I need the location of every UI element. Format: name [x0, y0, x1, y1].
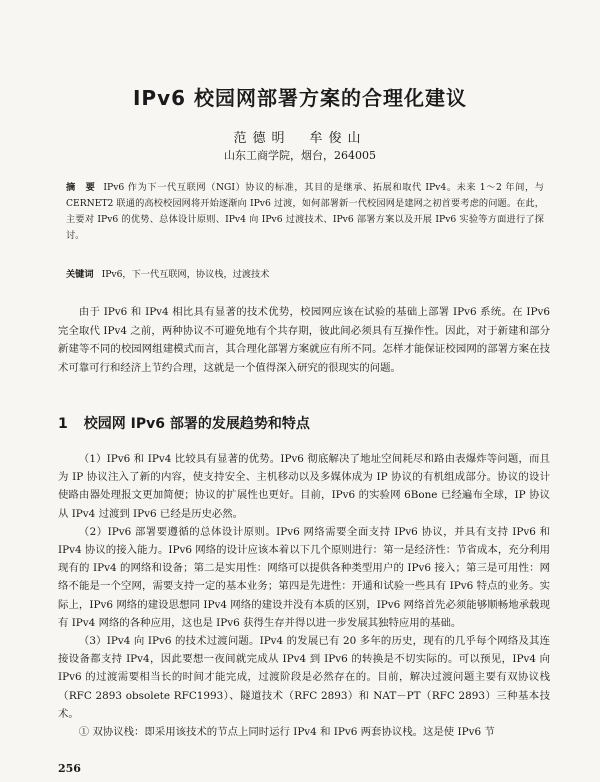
- section-number: 1: [58, 416, 68, 432]
- affiliation: 山东工商学院，烟台，264005: [224, 149, 376, 162]
- keywords-text: IPv6，下一代互联网，协议栈，过渡技术: [101, 269, 270, 280]
- intro-paragraph: 由于 IPv6 和 IPv4 相比具有显著的技术优势，校园网应该在试验的基础上部署 IPv6 系统。在 IPv6 完全取代 IPv4 之前，两种协议不可避免地有个共存期，彼此间必须具有互操作性。因此，对于新建和部分新建等不同的校园网组建模式而言，其合理化部署方案就应有所不同。怎样才能保证校园网的部署方案在技术可靠可行和经济上节约合理，这就是一个值得深入研究的很现实的问题。: [58, 306, 550, 374]
- section-title: 校园网 IPv6 部署的发展趋势和特点: [83, 416, 310, 432]
- authors: 范德明 牟俊山: [233, 131, 367, 146]
- abstract-label: 摘 要: [66, 182, 96, 193]
- abstract: [66, 180, 544, 244]
- section-heading: [58, 413, 550, 433]
- paragraph: （1）IPv6 和 IPv4 比较具有显著的优势。IPv6 彻底解决了地址空间耗尽和路由表爆炸等问题，而且为 IP 协议注入了新的内容，使支持安全、主机移动以及多媒体成为 IP 协议的有机组成部分。协议的设计使路由器处理报文更加简便；协议的扩展性也更好。目前，IPv6 的实验网 6Bone 已经遍布全球，IP 协议从 IPv4 过渡到 IPv6 已经是历史必然。: [58, 453, 550, 520]
- abstract-text: IPv6 作为下一代互联网（NGI）协议的标准，其目的是继承、拓展和取代 IPv4。未来 1～2 年间，与 CERNET2 联通的高校校园网将开始逐渐向 IPv6 过渡，如何部署新一代校园网是建网之初首要考虑的问题。在此，主要对 IPv6 的优势、总体设计原则、IPv4 向 IPv6 过渡技术、IPv6 部署方案以及开展 IPv6 实验等方面进行了探讨。: [66, 182, 544, 241]
- body-text: [58, 450, 550, 741]
- keywords-label: 关键词: [66, 269, 94, 280]
- paper-title: IPv6 校园网部署方案的合理化建议: [132, 86, 467, 110]
- paragraph: （3）IPv4 向 IPv6 的技术过渡问题。IPv4 的发展已有 20 多年的历史，现有的几乎每个网络及其连接设备都支持 IPv4，因此要想一夜间就完成从 IPv4 到 IPv6 的转换是不切实际的。可以预见，IPv4 向 IPv6 的过渡需要相当长的时间才能完成，过渡阶段是必然存在的。目前，解决过渡问题主要有双协议栈（RFC 2893 obsolete RFC1993）、隧道技术（RFC 2893）和 NAT－PT（RFC 2893）三种基本技术。: [58, 635, 550, 720]
- page-number: 256: [58, 762, 81, 775]
- paragraph: （2）IPv6 部署要遵循的总体设计原则。IPv6 网络需要全面支持 IPv6 协议，并具有支持 IPv6 和 IPv4 协议的接入能力。IPv6 网络的设计应该本着以下几个原则进行：第一是经济性：节省成本，充分利用现有的 IPv4 的网络和设备；第二是实用性：网络可以提供各种类型用户的 IPv6 接入；第三是可用性：网络不能是一个空网，需要支持一定的基本业务；第四是先进性：开通和试验一些具有 IPv6 特点的业务。实际上，IPv6 网络的建设思想同 IPv4 网络的建设并没有本质的区别，IPv6 网络首先必须能够顺畅地承载现有 IPv4 网络的各种应用，这也是 IPv6 获得生存并得以进一步发展其独特应用的基础。: [58, 525, 550, 629]
- keywords: [66, 267, 544, 283]
- paragraph: ① 双协议栈：即采用该技术的节点上同时运行 IPv4 和 IPv6 两套协议栈。这是使 IPv6 节: [78, 726, 495, 739]
